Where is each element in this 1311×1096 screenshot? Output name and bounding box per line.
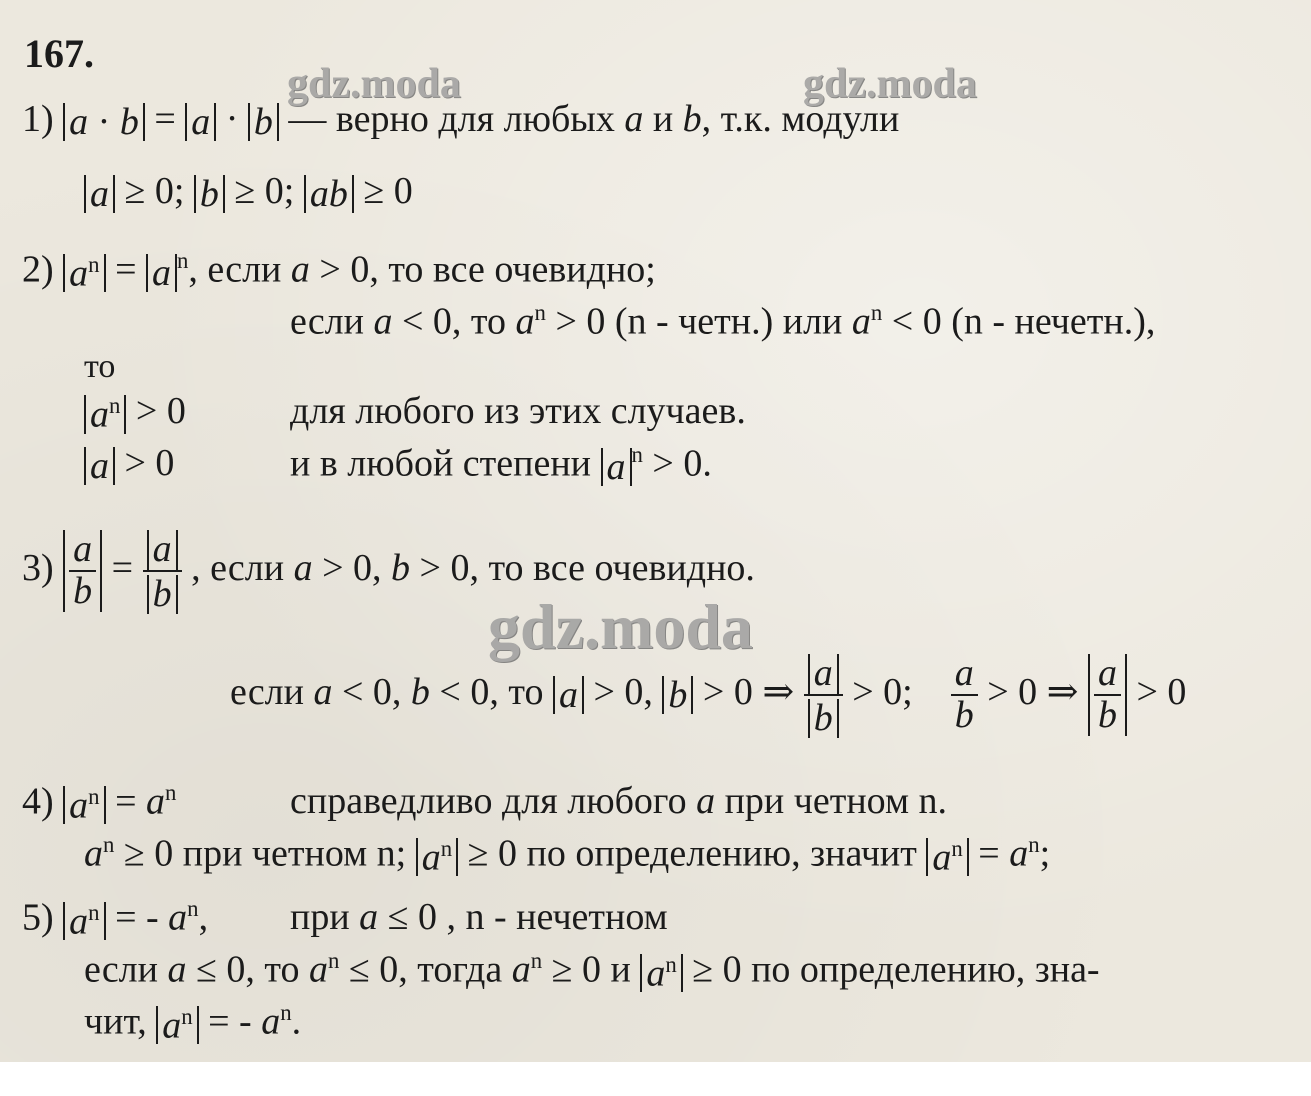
item-2-label: 2) bbox=[22, 248, 54, 291]
var-b: b bbox=[682, 98, 702, 140]
gt0-end: > 0. bbox=[652, 442, 712, 485]
lt0-odd: < 0 (n - нечетн.), bbox=[891, 300, 1156, 343]
abs-b: b bbox=[194, 175, 225, 213]
so: чит, bbox=[84, 1000, 147, 1043]
item-5-line-2: если a ≤ 0, то $a^n \le 0$, тогда $a^n \ge 0$ и $a^n \ge 0$ по определению, зна- bbox=[84, 948, 1100, 995]
abs-a: a bbox=[84, 447, 115, 485]
implies-1: > 0 ⇒ bbox=[702, 670, 795, 713]
ge0-def: ≥ 0 по определению, зна- bbox=[692, 948, 1100, 991]
end: . bbox=[291, 1000, 302, 1043]
frac-abs: $\frac{a}{b}$ bbox=[804, 652, 843, 738]
abs-an: $a^n$ bbox=[63, 902, 105, 941]
abs-a: a bbox=[601, 448, 632, 486]
item-2-line-4-text: для любого из этих случаев. bbox=[290, 390, 746, 432]
if: если bbox=[84, 948, 158, 991]
frac: $\frac{a}{b}$ bbox=[69, 530, 96, 612]
item-2-line-5 bbox=[84, 442, 175, 488]
tail: при четном n. bbox=[724, 780, 947, 822]
abs-a: a bbox=[146, 254, 177, 292]
le0-odd: ≤ 0 , n - нечетном bbox=[387, 896, 668, 938]
item-5-line-1: 5) $a^n$ = - $a^n$, bbox=[22, 896, 209, 943]
abs-an: $a^n$ bbox=[84, 395, 126, 434]
var-a: a bbox=[624, 98, 644, 140]
le0-then: ≤ 0, тогда bbox=[348, 948, 503, 991]
watermark-2: gdz.moda bbox=[803, 61, 977, 107]
abs-an: $a^n$ bbox=[416, 838, 458, 877]
item-2-line-2: если a < 0, то $a^n > 0$ (n - четн.) или $a^n < 0$ (n - нечетн.), bbox=[290, 300, 1156, 343]
gt0-clear: > 0, то все очевидно. bbox=[419, 546, 755, 589]
item-4-label: 4) bbox=[22, 780, 54, 823]
eq-minus: = - bbox=[208, 1000, 252, 1043]
text: при bbox=[290, 896, 350, 938]
lt0-a: < 0, bbox=[341, 670, 402, 713]
abs-frac-a-b bbox=[63, 530, 102, 612]
abs-an: $a^n$ bbox=[640, 954, 682, 993]
item-2-then: то bbox=[84, 348, 116, 385]
gt0: > 0, bbox=[322, 546, 382, 589]
item-4-line-2: $a^n \ge 0$ при четном n; $a^n \ge 0$ по определению, значит $a^n = a^n$; bbox=[84, 832, 1051, 879]
gt0: > 0 bbox=[124, 442, 175, 484]
end: ; bbox=[1039, 832, 1051, 875]
item-3-line-2: если a < 0, b < 0, то a > 0, b > 0 ⇒ $\frac{a}{b}$ > 0; $\frac{a}{b}$ > 0 ⇒ $\frac{a}{b}$ > 0 bbox=[230, 652, 1187, 739]
text: и в любой степени bbox=[290, 442, 592, 485]
le0: ≤ 0, то bbox=[195, 948, 300, 991]
gt0-all: > 0, то все очевидно; bbox=[319, 248, 656, 291]
lt0: < 0, то bbox=[401, 300, 507, 343]
abs-ab: ab bbox=[304, 175, 354, 213]
gt0: > 0 bbox=[135, 390, 186, 432]
and: и bbox=[652, 98, 674, 140]
lt0-b: < 0, то bbox=[439, 670, 544, 713]
frac-abs: $\frac{a}{b}$ bbox=[143, 528, 182, 614]
item-1-label: 1) bbox=[22, 98, 54, 140]
item-4-line-1-text: справедливо для любого a при четном n. bbox=[290, 780, 947, 822]
if: , если bbox=[191, 546, 285, 589]
item-2-line-1: 2) $a^n = a$ $^n$, если a > 0, то все очевидно; bbox=[22, 248, 656, 295]
abs-an: $a^n$ bbox=[156, 1006, 198, 1045]
abs-an: $a^n$ bbox=[63, 254, 105, 293]
item-3-label: 3) bbox=[22, 546, 54, 589]
item-1-line-1: 1) a · b = a · b — верно для любых a и b, т.к. модули bbox=[22, 98, 900, 144]
ge0-3: ≥ 0 bbox=[363, 170, 413, 212]
item-2-line-5-text: и в любой степени a $^n$ > 0. bbox=[290, 442, 712, 488]
watermark-3: gdz.moda bbox=[488, 591, 753, 662]
abs-a: a bbox=[84, 175, 115, 213]
item-1-line-2 bbox=[84, 170, 413, 216]
abs-a: a bbox=[553, 676, 584, 714]
item-5-line-1-text: при a ≤ 0 , n - нечетном bbox=[290, 896, 668, 938]
abs-a: a bbox=[185, 103, 216, 141]
problem-number: 167. bbox=[24, 31, 94, 76]
ge0-def: ≥ 0 по определению, значит bbox=[467, 832, 917, 875]
watermark-1: gdz.moda bbox=[287, 61, 461, 107]
abs-an: $a^n$ bbox=[63, 786, 105, 825]
gt0-a: > 0, bbox=[593, 670, 653, 713]
abs-b: b bbox=[662, 676, 693, 714]
implies-2: > 0 ⇒ bbox=[987, 670, 1079, 713]
eq-minus: = - bbox=[115, 896, 159, 939]
item-1-text: — верно для любых bbox=[288, 98, 615, 140]
if-text: , если bbox=[188, 248, 282, 291]
item-3-line-1: 3) $\frac{a}{b}$ = $\frac{a}{b}$ , если a > 0, b > 0, то все очевидно. bbox=[22, 528, 755, 615]
item-5-line-3: чит, $a^n$ = - $a^n$. bbox=[84, 1000, 302, 1047]
if: если bbox=[230, 670, 304, 713]
ge0-even: ≥ 0 при четном n; bbox=[123, 832, 407, 875]
ge0-1: ≥ 0; bbox=[124, 170, 185, 212]
frac: $\frac{a}{b}$ bbox=[951, 654, 978, 736]
gt0-c: > 0; bbox=[852, 670, 913, 713]
if: если bbox=[290, 300, 364, 343]
gt0-e: > 0 bbox=[1136, 670, 1187, 713]
text: справедливо для любого bbox=[290, 780, 687, 822]
item-5-label: 5) bbox=[22, 896, 54, 939]
abs-b: b bbox=[248, 103, 279, 141]
item-4-line-1: 4) $a^n = a^n$ bbox=[22, 780, 177, 827]
abs-frac: $\frac{a}{b}$ bbox=[1088, 654, 1127, 736]
gt0-even: > 0 (n - четн.) или bbox=[555, 300, 843, 343]
item-1-tail: , т.к. модули bbox=[701, 98, 900, 140]
ge0-2: ≥ 0; bbox=[234, 170, 295, 212]
item-2-line-4 bbox=[84, 392, 186, 434]
ge0: ≥ 0 и bbox=[551, 948, 631, 991]
abs-an: $a^n$ bbox=[926, 838, 968, 877]
abs-ab: a · b bbox=[63, 103, 145, 141]
